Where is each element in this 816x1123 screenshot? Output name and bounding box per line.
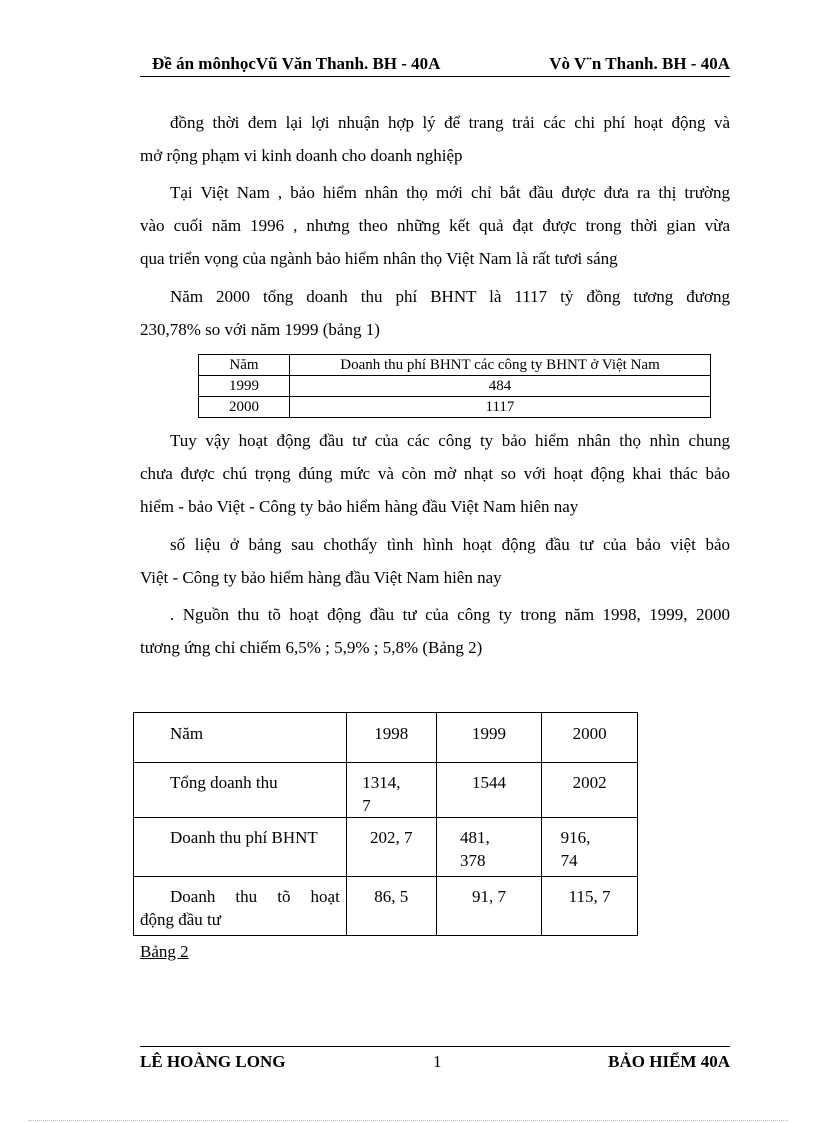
- header-right-text: Vò V¨n Thanh. BH - 40A: [549, 54, 730, 73]
- paragraph-line: . Nguồn thu tõ hoạt động đầu tư của công ty trong năm 1998, 1999, 2000: [170, 605, 730, 624]
- table-header-cell: 1999: [436, 713, 541, 763]
- paragraph-1: [140, 106, 730, 172]
- paragraph-2: [140, 176, 730, 275]
- cell-value-line: 916,: [560, 828, 591, 847]
- table-cell: 2002: [542, 763, 638, 818]
- table-header-cell: 1998: [346, 713, 436, 763]
- table-header-text: Năm: [170, 724, 204, 743]
- paragraph-6: [140, 598, 730, 664]
- table-row: [134, 763, 638, 818]
- table-cell: 1999: [199, 376, 290, 397]
- table-row: [134, 818, 638, 877]
- paragraph-line: hiểm - bảo Việt - Công ty bảo hiểm hàng đầu Việt Nam hiên nay: [140, 497, 579, 516]
- paragraph-4: [140, 424, 730, 523]
- page-header: [140, 52, 730, 77]
- table-1: [198, 354, 711, 418]
- table-cell: 484: [290, 376, 711, 397]
- paragraph-line: chưa được chú trọng đúng mức và còn mờ nhạt so với hoạt động khai thác bảo: [140, 464, 730, 483]
- table-cell: 91, 7: [436, 877, 541, 936]
- table-cell: [436, 818, 541, 877]
- table-cell: 115, 7: [542, 877, 638, 936]
- footer-author: LÊ HOÀNG LONG: [140, 1052, 286, 1071]
- row-label: Tổng doanh thu: [170, 773, 278, 792]
- table-cell: [134, 763, 347, 818]
- footer-divider: [140, 1046, 730, 1047]
- cell-value-line: 7: [362, 796, 371, 815]
- table-cell: 1117: [290, 397, 711, 418]
- table-header-cell: 2000: [542, 713, 638, 763]
- table-cell: [346, 763, 436, 818]
- table-cell: 1544: [436, 763, 541, 818]
- paragraph-line: Tại Việt Nam , bảo hiểm nhân thọ mới chỉ bắt đầu được đưa ra thị trường: [170, 183, 730, 202]
- table-header-cell: Doanh thu phí BHNT các công ty BHNT ở Việt Nam: [290, 355, 711, 376]
- table-cell: [542, 818, 638, 877]
- header-left-text: Đề án mônhọcVũ Văn Thanh. BH - 40A: [152, 54, 441, 73]
- page-number: 1: [433, 1052, 442, 1071]
- table-row: [199, 376, 711, 397]
- cell-value-line: 1314,: [362, 773, 401, 792]
- table-cell: 202, 7: [346, 818, 436, 877]
- table-row: [199, 397, 711, 418]
- table-cell: [134, 818, 347, 877]
- footer-right-text: BẢO HIỂM 40A: [608, 1052, 730, 1071]
- table-row: [199, 355, 711, 376]
- table-cell: 2000: [199, 397, 290, 418]
- table-row: [134, 713, 638, 763]
- cell-value-line: 74: [560, 851, 578, 870]
- paragraph-3: [140, 280, 730, 346]
- paragraph-line: qua triển vọng của ngành bảo hiểm nhân thọ Việt Nam là rất tươi sáng: [140, 249, 618, 268]
- table-cell: 86, 5: [346, 877, 436, 936]
- paragraph-line: đồng thời đem lại lợi nhuận hợp lý để trang trải các chi phí hoạt động và: [170, 113, 730, 132]
- table-2: [133, 712, 638, 936]
- row-label-line: động đầu tư: [140, 910, 221, 929]
- cell-value-line: 481,: [459, 828, 490, 847]
- row-label: Doanh thu phí BHNT: [170, 828, 318, 847]
- paragraph-line: Năm 2000 tổng doanh thu phí BHNT là 1117 tỷ đồng tương đương: [170, 287, 730, 306]
- paragraph-line: Tuy vậy hoạt động đầu tư của các công ty bảo hiểm nhân thọ nhìn chung: [170, 431, 730, 450]
- paragraph-line: số liệu ở bảng sau chothấy tình hình hoạt động đầu tư của bảo việt bảo: [170, 535, 730, 554]
- table-header-cell: [134, 713, 347, 763]
- paragraph-5: [140, 528, 730, 594]
- row-label-line: Doanh thu tõ hoạt: [170, 887, 340, 906]
- table-row: [134, 877, 638, 936]
- page-bottom-divider: [28, 1120, 788, 1121]
- cell-value-line: 378: [459, 851, 486, 870]
- table-caption: Bảng 2: [140, 942, 189, 961]
- paragraph-line: mở rộng phạm vi kinh doanh cho doanh nghiệp: [140, 146, 463, 165]
- paragraph-line: 230,78% so với năm 1999 (bảng 1): [140, 320, 380, 339]
- paragraph-line: Việt - Công ty bảo hiểm hàng đầu Việt Nam hiên nay: [140, 568, 502, 587]
- paragraph-line: tương ứng chỉ chiếm 6,5% ; 5,9% ; 5,8% (Bảng 2): [140, 638, 483, 657]
- table-header-cell: Năm: [199, 355, 290, 376]
- paragraph-line: vào cuối năm 1996 , nhưng theo những kết quả đạt được trong thời gian vừa: [140, 216, 730, 235]
- table-cell: [134, 877, 347, 936]
